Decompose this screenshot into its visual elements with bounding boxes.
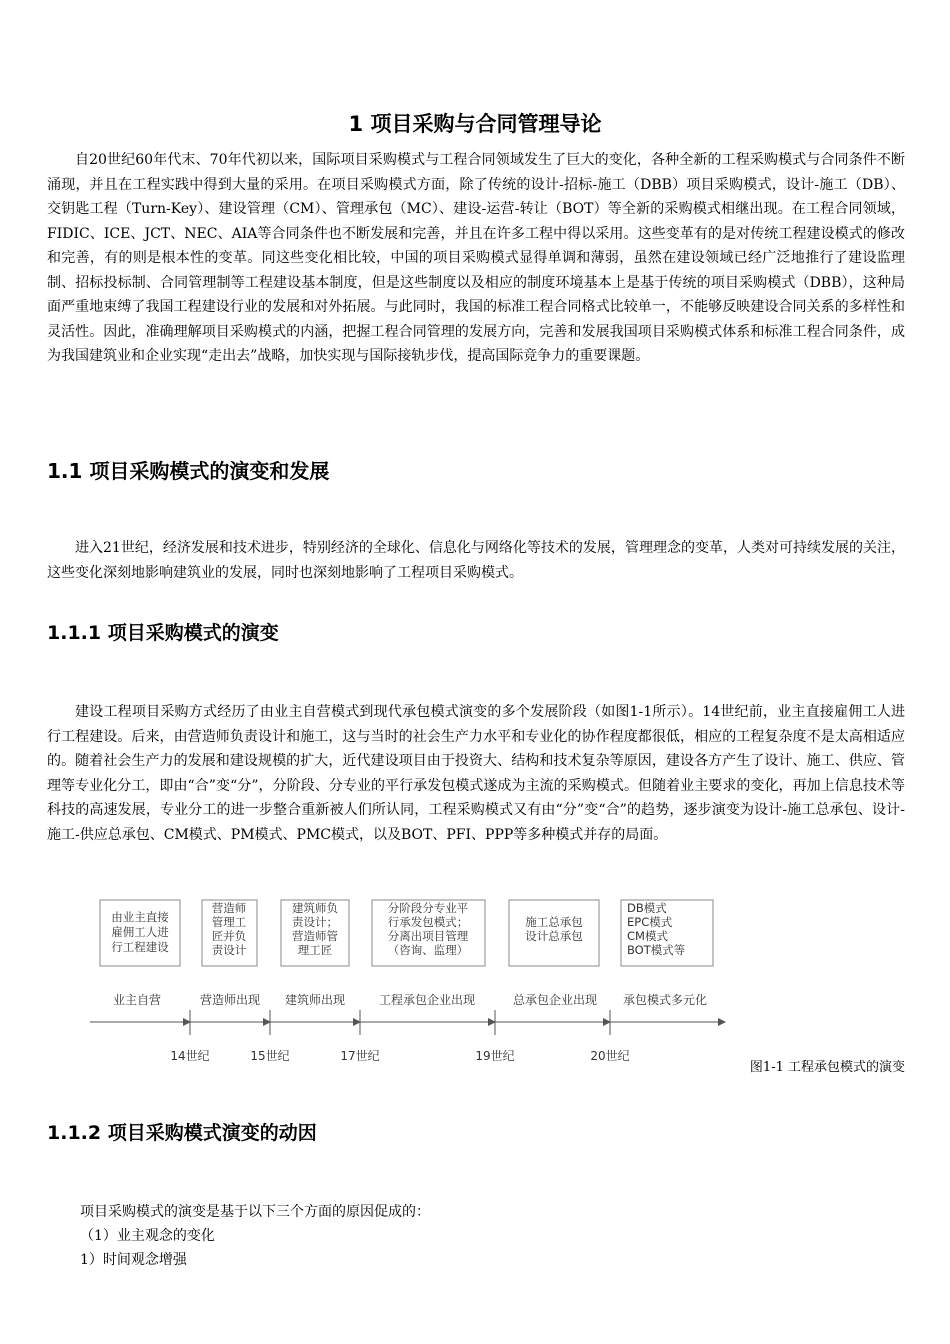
evolution-diagram (85, 890, 905, 1080)
box-text: CM模式 (627, 929, 668, 943)
figure-caption: 图1-1 工程承包模式的演变 (749, 1060, 905, 1075)
stage-label: 建筑师出现 (284, 993, 346, 1007)
box-text: 建筑师负 (292, 901, 338, 915)
section-1-1-paragraph: 进入21世纪，经济发展和技术进步，特别经济的全球化、信息化与网络化等技术的发展，管理理念的变革，人类对可持续发展的关注，这些变化深刻地影响建筑业的发展，同时也深刻地影响了工程项目采购模式。 (47, 540, 905, 581)
box-text: BOT模式等 (627, 943, 686, 957)
box-text: 营造师 (211, 901, 247, 915)
box-text: 施工总承包 (525, 915, 583, 929)
stage-label: 业主自营 (112, 993, 162, 1007)
box-text: 雇佣工人进 (111, 925, 169, 939)
chapter-title: 1 项目采购与合同管理导论 (348, 112, 602, 136)
section-1-1-2-paragraph: 项目采购模式的演变是基于以下三个方面的原因促成的： (80, 1204, 430, 1220)
box-text: 营造师管 (292, 929, 338, 943)
century-label: 15世纪 (250, 1049, 290, 1063)
box-text: 理工匠 (297, 943, 333, 957)
box-text: 行承发包模式； (387, 915, 469, 929)
section-1-1-1-title: 1.1.1 项目采购模式的演变 (47, 622, 279, 644)
box-text: 设计总承包 (525, 929, 583, 943)
century-label: 14世纪 (170, 1049, 210, 1063)
stage-label: 总承包企业出现 (512, 993, 598, 1007)
section-1-1-title: 1.1 项目采购模式的演变和发展 (47, 459, 330, 483)
century-label: 19世纪 (475, 1049, 515, 1063)
century-label: 20世纪 (590, 1049, 630, 1063)
box-text: DB模式 (627, 901, 667, 915)
section-1-1-2-title: 1.1.2 项目采购模式演变的动因 (47, 1122, 317, 1144)
box-text: 管理工 (211, 915, 247, 929)
stage-label: 营造师出现 (199, 993, 261, 1007)
box-text: 责设计； (292, 915, 338, 929)
section-1-1-1-paragraph: 建设工程项目采购方式经历了由业主自营模式到现代承包模式演变的多个发展阶段（如图1-1所示）。14世纪前，业主直接雇佣工人进行工程建设。后来，由营造师负责设计和施工，这与当时的社会生产力水平和专业化的协作程度都很低，相应的工程复杂度不是太高相适应的。随着社会生产力的发展和建设规模的扩大，近代建设项目由于投资大、结构和技术复杂等原因，建设各方产生了设计、施工、供应、管理等专业化分工，即由“合”变“分”，分阶段、分专业的平行承发包模式遂成为主流的采购模式。但随着业主要求的变化，再加上信息技术等科技的高速发展，专业分工的进一步整合重新被人们所认同，工程采购模式又有由“分”变“合”的趋势，逐步演变为设计-施工总承包、设计-施工-供应总承包、CM模式、PM模式、PMC模式，以及BOT、PFI、PPP等多种模式并存的局面。 (47, 704, 905, 843)
box-text: 分离出项目管理 (387, 929, 469, 943)
century-label: 17世纪 (340, 1049, 380, 1063)
box-text: EPC模式 (627, 915, 673, 929)
box-text: 匠并负 (211, 929, 247, 943)
stage-label: 工程承包企业出现 (378, 993, 476, 1007)
list-item-1-1: 1）时间观念增强 (80, 1252, 187, 1268)
list-item-1: （1）业主观念的变化 (80, 1228, 215, 1244)
box-text: 责设计 (211, 943, 247, 957)
box-text: 由业主直接 (111, 910, 169, 924)
box-text: （咨询、监理） (387, 943, 469, 957)
stage-label: 承包模式多元化 (622, 993, 708, 1007)
box-text: 分阶段分专业平 (387, 901, 469, 915)
figure-1-1 (85, 890, 905, 1080)
box-text: 行工程建设 (111, 940, 169, 954)
intro-paragraph: 自20世纪60年代末、70年代初以来，国际项目采购模式与工程合同领域发生了巨大的变化，各种全新的工程采购模式与合同条件不断涌现，并且在工程实践中得到大量的采用。在项目采购模式方面，除了传统的设计-招标-施工（DBB）项目采购模式，设计-施工（DB）、交钥匙工程（Turn-Key）、建设管理（CM）、管理承包（MC）、建设-运营-转让（BOT）等全新的采购模式相继出现。在工程合同领域，FIDIC、ICE、JCT、NEC、AIA等合同条件也不断发展和完善，并且在许多工程中得以采用。这些变革有的是对传统工程建设模式的修改和完善，有的则是根本性的变革。同这些变化相比较，中国的项目采购模式显得单调和薄弱，虽然在建设领域已经广泛地推行了建设监理制、招标投标制、合同管理制等工程建设基本制度，但是这些制度以及相应的制度环境基本上是基于传统的项目采购模式（DBB），这种局面严重地束缚了我国工程建设行业的发展和对外拓展。与此同时，我国的标准工程合同格式比较单一，不能够反映建设合同关系的多样性和灵活性。因此，准确理解项目采购模式的内涵，把握工程合同管理的发展方向，完善和发展我国项目采购模式体系和标准工程合同条件，成为我国建筑业和企业实现“走出去”战略，加快实现与国际接轨步伐，提高国际竞争力的重要课题。 (47, 152, 905, 364)
